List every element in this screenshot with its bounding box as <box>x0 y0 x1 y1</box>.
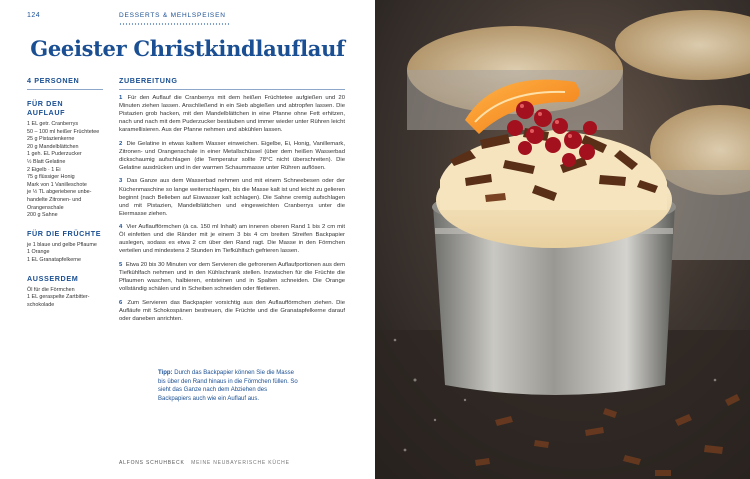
page-number: 124 <box>27 12 41 19</box>
ingredient-list <box>27 121 103 220</box>
step <box>119 299 345 323</box>
ingredient-item: 1 Orange <box>27 249 50 256</box>
ingredient-item: handelte Zitronen- und <box>27 196 82 203</box>
group-heading: FÜR DIE FRÜCHTE <box>27 228 102 238</box>
step-number: 6 <box>119 299 123 306</box>
preparation-heading: ZUBEREITUNG <box>119 76 178 85</box>
ingredient-list <box>27 287 103 310</box>
servings-heading: 4 PERSONEN <box>27 76 80 85</box>
ingredient-item: 200 g Sahne <box>27 212 58 219</box>
ingredient-item: je 1 blaue und gelbe Pflaume <box>27 241 97 248</box>
ingredient-item: ½ Blatt Gelatine <box>27 158 66 165</box>
step-text: Etwa 20 bis 30 Minuten vor dem Servieren die gefrorenen Auflaufportionen aus dem Tiefkühlfach nehmen und in den Kühlschrank stellen. Inzwischen für die Früchte die Pflaumen waschen, halbieren, entsteinen und in Spalten schneiden. Die Orange vollständig schälen und in Scheiben schneiden oder filetieren. <box>119 261 345 293</box>
ingredient-item: 25 g Pistazienkerne <box>27 136 75 143</box>
step-number: 1 <box>119 95 123 101</box>
step-text: Zum Servieren das Backpapier vorsichtig aus den Auflaufförmchen ziehen. Die Aufläufe mit Schokospänen bestreuen, die Früchte und die Granatapfelkerne darauf oder daneben anrichten. <box>119 299 345 322</box>
tip-box <box>158 369 298 403</box>
page-footer <box>119 460 290 466</box>
step-text: Für den Auflauf die Cranberrys mit dem heißen Früchtetee aufgießen und 20 Minuten ziehen lassen. Anschließend in ein Sieb abgießen und abtropfen lassen. Die Pistazien grob hacken, mit den Mandelblättchen in eine Pfanne ohne Fett erhitzen, nach und nach mit dem Puderzucker bestäuben und immer wieder unter Rühren leicht karamellisieren. Aus der Pfanne nehmen und abkühlen lassen. <box>119 95 345 134</box>
section-title: DESSERTS & MEHLSPEISEN <box>119 12 226 19</box>
step-number: 4 <box>119 224 123 231</box>
footer-book: MEINE NEUBAYERISCHE KÜCHE <box>191 460 290 466</box>
step <box>119 223 345 255</box>
section-divider <box>119 23 229 25</box>
step <box>119 140 345 172</box>
group-heading: FÜR DEN AUFLAUF <box>27 99 66 117</box>
ingredient-item: 2 Eigelb · 1 Ei <box>27 166 61 173</box>
ingredient-item: Orangenschale <box>27 204 64 211</box>
step-number: 5 <box>119 261 123 268</box>
ingredient-item: 1 EL getr. Cranberrys <box>27 121 79 127</box>
preparation-column <box>119 76 345 328</box>
ingredient-item: Mark von 1 Vanilleschote <box>27 181 87 188</box>
ingredient-item: 75 g flüssiger Honig <box>27 174 75 181</box>
ingredient-item: 50 – 100 ml heißer Früchtetee <box>27 128 100 135</box>
step <box>119 177 345 217</box>
step-number: 3 <box>119 178 123 185</box>
ingredient-item: 1 geh. EL Puderzucker <box>27 151 82 158</box>
ingredient-item: schokolade <box>27 301 55 308</box>
group-heading: AUSSERDEM <box>27 273 79 283</box>
dessert-photo <box>375 0 750 479</box>
step-number: 2 <box>119 140 123 147</box>
ingredient-item: 1 EL Granatapfelkerne <box>27 256 82 263</box>
step-text: Vier Auflaufförmchen (à ca. 150 ml Inhalt) am inneren oberen Rand 1 bis 2 cm mit Öl einfetten und die Ränder mit je einem 3 bis 4 cm breiten Streifen Backpapier auslegen, sodass es etwa 2 cm über den Rand ragt. Die Masse in den Förmchen verteilen und mindestens 2 Stunden im Tiefkühlfach gefrieren lassen. <box>119 224 346 255</box>
footer-author: ALFONS SCHUHBECK <box>119 460 185 466</box>
heading-rule <box>119 89 345 90</box>
ingredient-list <box>27 242 103 265</box>
ingredients-column <box>27 76 103 309</box>
step <box>119 261 345 293</box>
tip-text: Durch das Backpapier können Sie die Masse bis über den Rand hinaus in die Förmchen füllen. So sieht das Ganze nach dem Abziehen des Backpapiers auch wie ein Auflauf aus. <box>158 370 298 402</box>
heading-rule <box>27 89 103 90</box>
ingredient-item: Öl für die Förmchen <box>27 286 75 293</box>
ingredient-item: je ½ TL abgeriebene unbe- <box>27 189 92 196</box>
tip-label: Tipp: <box>158 370 173 376</box>
recipe-title: Geeister Christkindlauflauf <box>30 36 345 61</box>
ingredient-item: 1 EL geraspelte Zartbitter- <box>27 294 90 301</box>
step-text: Die Gelatine in etwas kaltem Wasser einweichen. Eigelbe, Ei, Honig, Vanillemark, Zitronen- und Orangenschale in einer Metallschüssel (über dem heißen Wasserbad dickschaumig aufschlagen (die Temperatur sollte 78°C nicht überschreiten). Die Gelatine ausdrücken und in der warmen Schaummasse unter Rühren auflösen. <box>119 140 345 172</box>
step-text: Das Ganze aus dem Wasserbad nehmen und mit einem Schneebesen oder der Küchenmaschine so lange weiterschlagen, bis die Masse kalt ist und leicht zu gelieren beginnt (nach Belieben auf Eiswasser kalt schlagen). Die Sahne cremig aufschlagen und mit Pistazien, Mandelblättchen und eingeweichten Cranberrys unter die Eiermasse ziehen. <box>119 178 345 217</box>
ingredient-item: 20 g Mandelblättchen <box>27 143 79 150</box>
step <box>119 94 345 134</box>
